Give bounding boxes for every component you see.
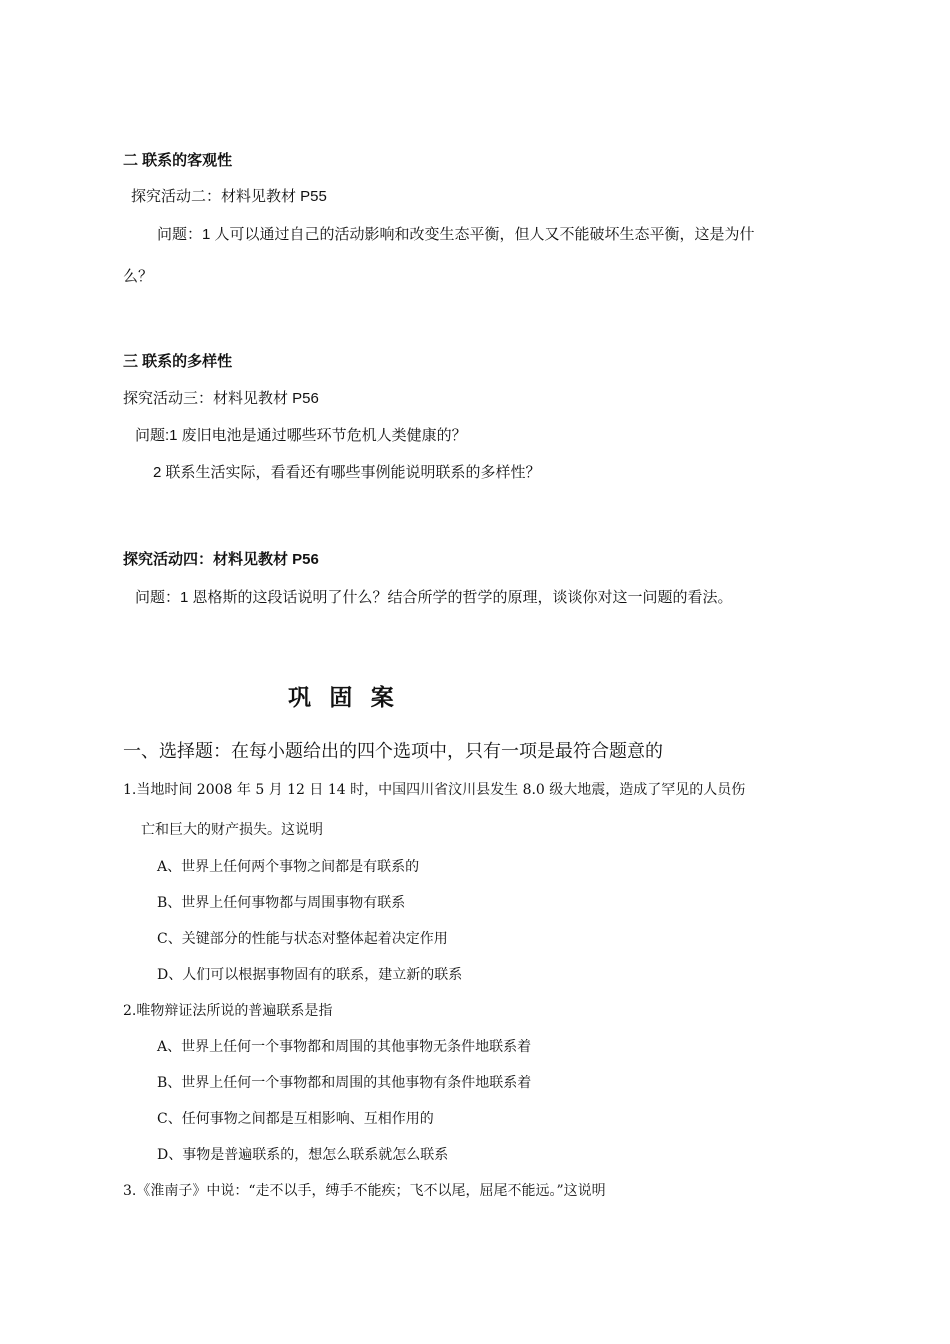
question-text: 问题:1 废旧电池是通过哪些环节危机人类健康的？ <box>135 427 467 444</box>
question-1-stem: 1.当地时间 2008 年 5 月 12 日 14 时，中国四川省汶川县发生 8.0 级大地震，造成了罕见的人员伤 <box>123 782 746 798</box>
question-1-option-b: B、世界上任何事物都与周围事物有联系 <box>157 895 406 911</box>
activity-three-text: 探究活动三：材料见教材 P56 <box>123 390 319 407</box>
activity-four-heading: 探究活动四：材料见教材 P56 <box>123 551 319 568</box>
section-heading-objectivity: 二 联系的客观性 <box>123 152 233 169</box>
question-text: 问题：1 人可以通过自己的活动影响和改变生态平衡，但人又不能破坏生态平衡，这是为什 <box>157 226 755 243</box>
question-2-stem: 2.唯物辩证法所说的普遍联系是指 <box>123 1003 333 1019</box>
activity-two-text: 探究活动二：材料见教材 P55 <box>131 188 327 205</box>
question-2-option-a: A、世界上任何一个事物都和周围的其他事物无条件地联系着 <box>157 1039 532 1055</box>
question-text-continued: 么？ <box>123 268 154 285</box>
question-1-option-a: A、世界上任何两个事物之间都是有联系的 <box>157 859 420 875</box>
question-text: 2 联系生活实际，看看还有哪些事例能说明联系的多样性？ <box>153 464 541 481</box>
section-heading-diversity: 三 联系的多样性 <box>123 353 233 370</box>
question-1-option-c: C、关键部分的性能与状态对整体起着决定作用 <box>157 931 448 947</box>
question-3-stem: 3.《淮南子》中说：“走不以手，缚手不能疾；飞不以尾，屈尾不能远。”这说明 <box>123 1183 606 1199</box>
question-1-stem-continued: 亡和巨大的财产损失。这说明 <box>141 822 323 838</box>
question-1-option-d: D、人们可以根据事物固有的联系，建立新的联系 <box>157 967 463 983</box>
question-2-option-d: D、事物是普遍联系的，想怎么联系就怎么联系 <box>157 1147 449 1163</box>
question-text: 问题：1 恩格斯的这段话说明了什么？结合所学的哲学的原理，谈谈你对这一问题的看法。 <box>135 589 733 606</box>
question-2-option-c: C、任何事物之间都是互相影响、互相作用的 <box>157 1111 434 1127</box>
multiple-choice-section-heading: 一、选择题：在每小题给出的四个选项中，只有一项是最符合题意的 <box>123 741 663 762</box>
consolidation-title: 巩 固 案 <box>288 684 400 710</box>
question-2-option-b: B、世界上任何一个事物都和周围的其他事物有条件地联系着 <box>157 1075 532 1091</box>
